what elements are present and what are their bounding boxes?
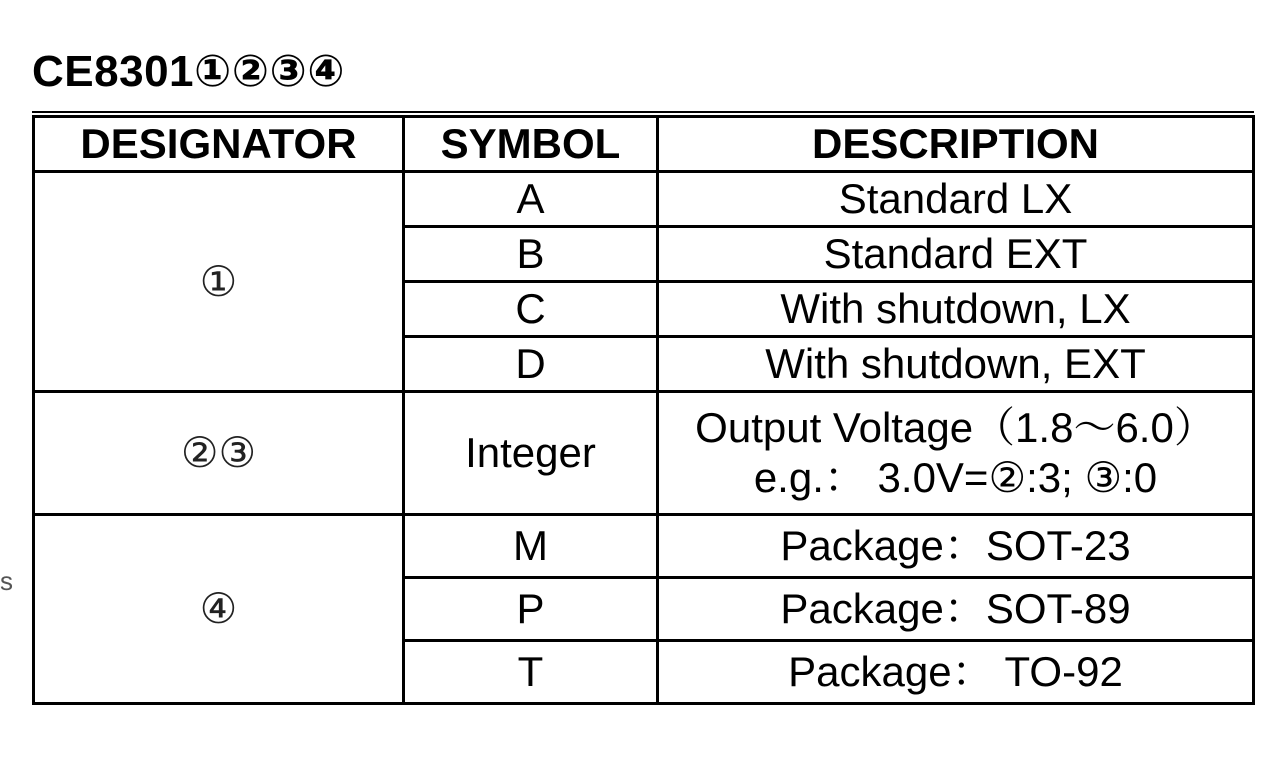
part-number-title: CE8301①②③④ bbox=[32, 47, 346, 96]
header-designator: DESIGNATOR bbox=[34, 117, 404, 172]
symbol-cell: A bbox=[404, 172, 658, 227]
designator-cell: ① bbox=[34, 172, 404, 392]
symbol-cell: D bbox=[404, 337, 658, 392]
description-cell: Standard EXT bbox=[658, 227, 1254, 282]
margin-mark: s bbox=[0, 566, 13, 596]
title-divider bbox=[32, 111, 1254, 113]
description-line: Output Voltage（1.8～6.0） bbox=[695, 404, 1216, 451]
symbol-cell: C bbox=[404, 282, 658, 337]
ordering-info-table bbox=[32, 115, 1255, 705]
header-description: DESCRIPTION bbox=[658, 117, 1254, 172]
table-row bbox=[34, 172, 1254, 227]
symbol-cell: M bbox=[404, 515, 658, 578]
description-cell: With shutdown, EXT bbox=[658, 337, 1254, 392]
description-cell: With shutdown, LX bbox=[658, 282, 1254, 337]
description-cell: Package：SOT-89 bbox=[658, 578, 1254, 641]
symbol-cell: T bbox=[404, 641, 658, 704]
description-cell bbox=[658, 392, 1254, 515]
symbol-cell: B bbox=[404, 227, 658, 282]
symbol-cell: Integer bbox=[404, 392, 658, 515]
table-row bbox=[34, 515, 1254, 578]
designator-cell: ②③ bbox=[34, 392, 404, 515]
table-header-row bbox=[34, 117, 1254, 172]
header-symbol: SYMBOL bbox=[404, 117, 658, 172]
designator-cell: ④ bbox=[34, 515, 404, 704]
description-cell: Standard LX bbox=[658, 172, 1254, 227]
description-example-line: e.g.： 3.0V=②:3; ③:0 bbox=[753, 454, 1158, 501]
description-cell: Package： TO-92 bbox=[658, 641, 1254, 704]
symbol-cell: P bbox=[404, 578, 658, 641]
table-row bbox=[34, 392, 1254, 515]
description-cell: Package：SOT-23 bbox=[658, 515, 1254, 578]
